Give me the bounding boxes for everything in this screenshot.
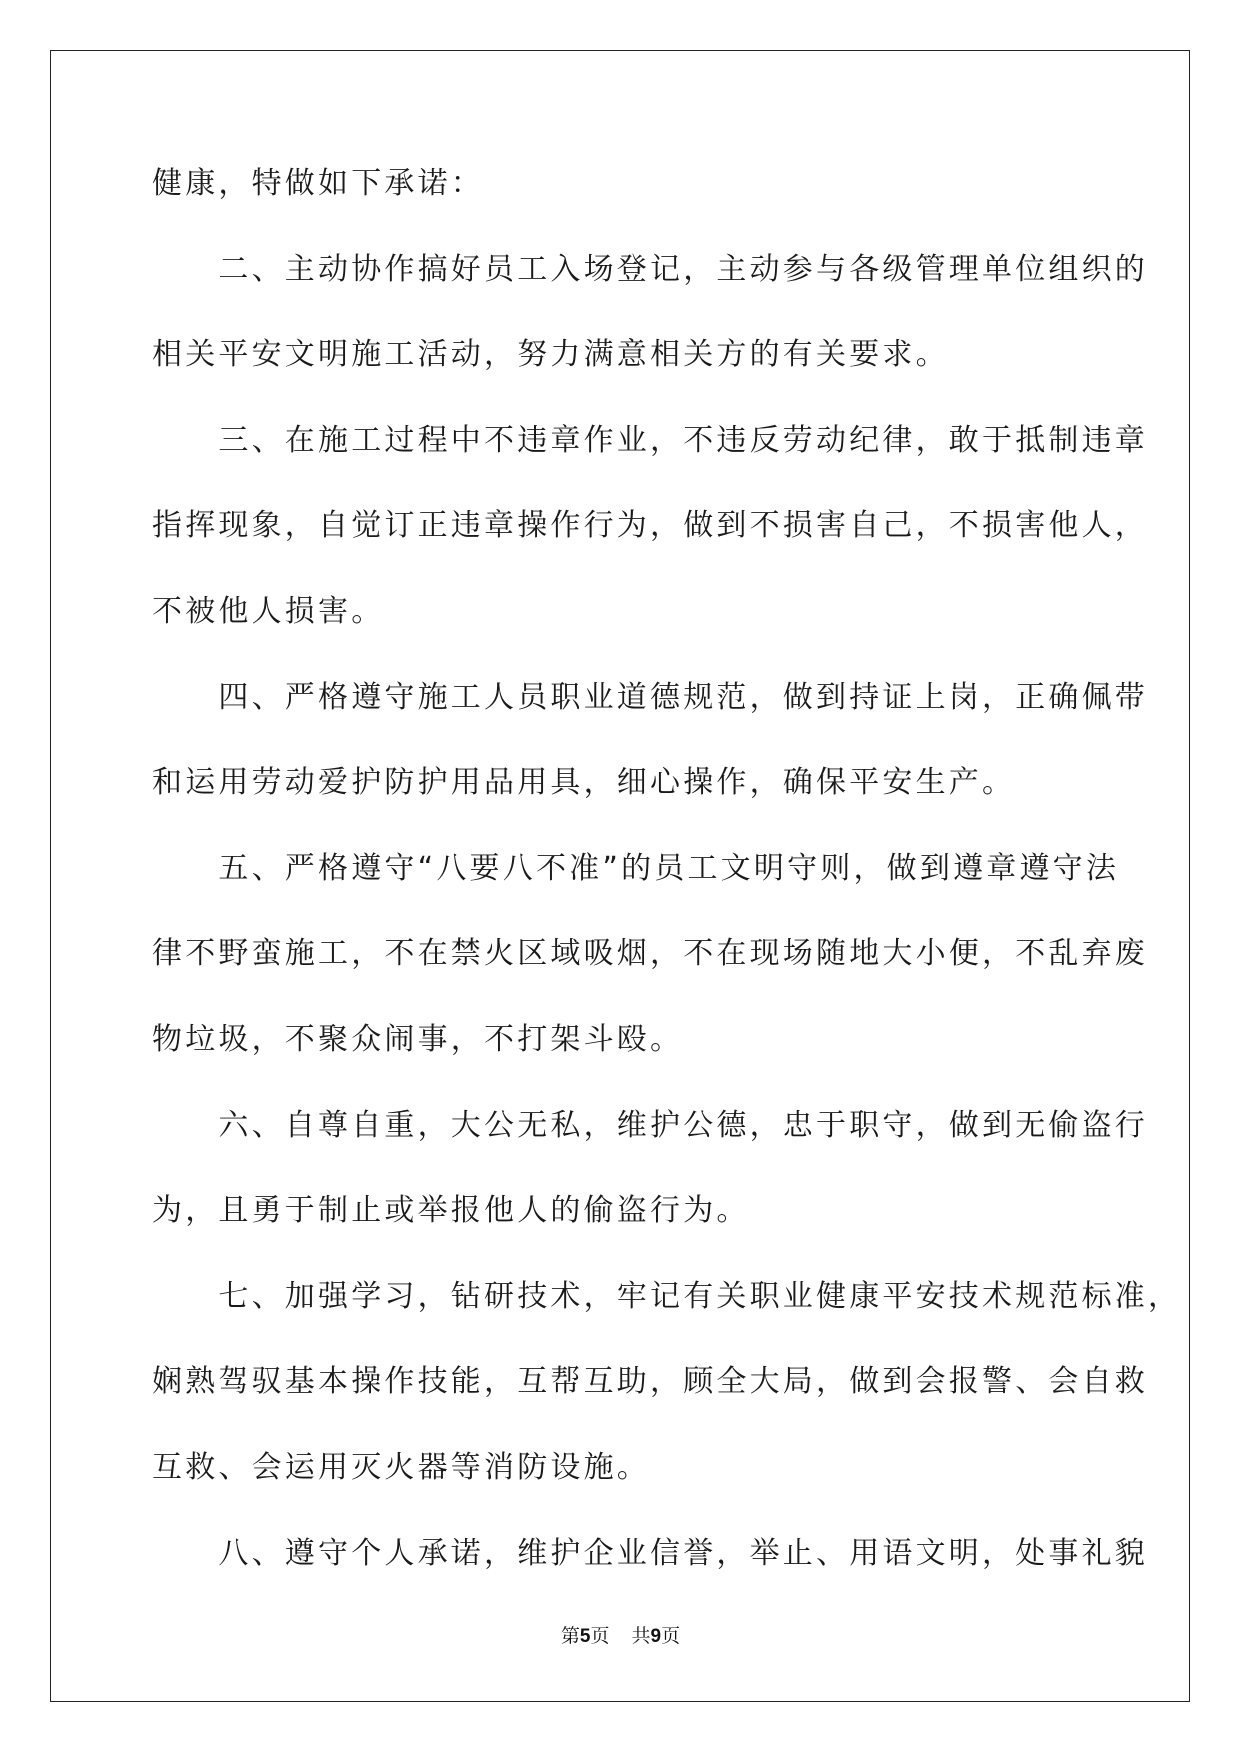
document-body — [152, 166, 1182, 1621]
text-line: 四、严格遵守施工人员职业道德规范，做到持证上岗，正确佩带 — [152, 679, 1148, 715]
total-prefix: 共 — [631, 1625, 651, 1647]
text-line: 健康，特做如下承诺： — [152, 166, 484, 201]
text-line: 互救、会运用灭火器等消防设施。 — [152, 1449, 650, 1485]
text-line: 不被他人损害。 — [152, 593, 385, 629]
text-line: 相关平安文明施工活动，努力满意相关方的有关要求。 — [152, 337, 949, 373]
page-total: 9 — [650, 1626, 662, 1647]
page-current: 5 — [579, 1626, 591, 1647]
text-line: 五、严格遵守“八要八不准”的员工文明守则，做到遵章遵守法 — [152, 850, 1120, 886]
text-line: 律不野蛮施工，不在禁火区域吸烟，不在现场随地大小便，不乱弃废 — [152, 936, 1148, 972]
text-line: 三、在施工过程中不违章作业，不违反劳动纪律，敢于抵制违章 — [152, 422, 1148, 458]
text-line: 六、自尊自重，大公无私，维护公德，忠于职守，做到无偷盗行 — [152, 1107, 1148, 1143]
text-line: 指挥现象，自觉订正违章操作行为，做到不损害自己，不损害他人， — [152, 508, 1148, 544]
total-suffix: 页 — [661, 1625, 681, 1647]
text-line: 二、主动协作搞好员工入场登记，主动参与各级管理单位组织的 — [152, 251, 1148, 287]
text-line: 物垃圾，不聚众闹事，不打架斗殴。 — [152, 1021, 684, 1057]
text-line: 娴熟驾驭基本操作技能，互帮互助，顾全大局，做到会报警、会自救 — [152, 1364, 1148, 1400]
page-suffix: 页 — [590, 1625, 610, 1647]
text-line: 为，且勇于制止或举报他人的偷盗行为。 — [152, 1193, 750, 1229]
text-line: 八、遵守个人承诺，维护企业信誉，举止、用语文明，处事礼貌 — [152, 1535, 1148, 1571]
page-prefix: 第 — [560, 1625, 580, 1647]
text-line: 和运用劳动爱护防护用品用具，细心操作，确保平安生产。 — [152, 765, 1016, 801]
text-line: 七、加强学习，钻研技术，牢记有关职业健康平安技术规范标准， — [152, 1278, 1182, 1314]
page-footer — [0, 1621, 1241, 1648]
